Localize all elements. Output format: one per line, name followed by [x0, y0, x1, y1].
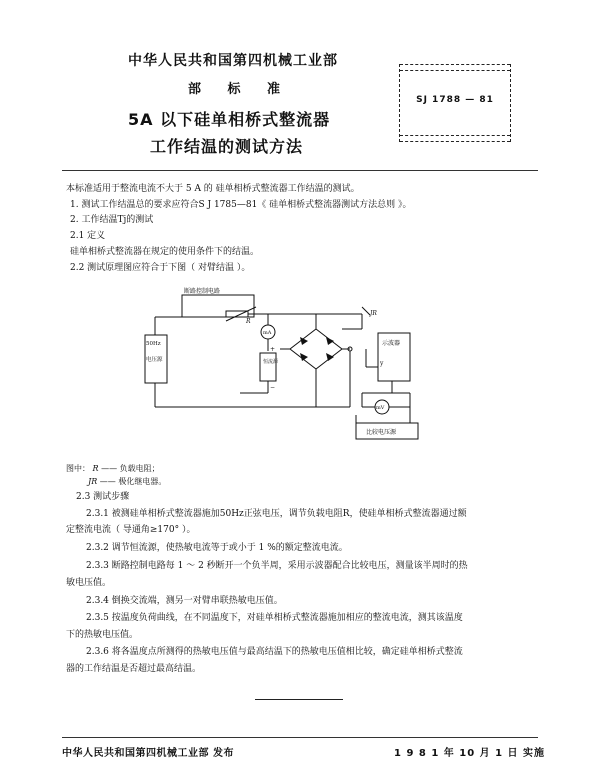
bridge-rectifier [290, 329, 342, 369]
legend-prefix: 图中： [66, 464, 90, 473]
step-2-3-3-b: 敏电压值。 [66, 578, 112, 588]
section-1: 1. 测试工作结温总的要求应符合S J 1785—81《 硅单相桥式整流器测试方法总则 》。 [70, 200, 412, 210]
resistor-label: R [246, 318, 251, 325]
step-2-3-4: 2.3.4 倒换交流端，测另一对臂串联热敏电压值。 [86, 596, 283, 606]
breaker-control-box [182, 295, 254, 317]
footer-divider [62, 737, 538, 738]
standard-type: 部 标 准 [188, 82, 283, 97]
compare-source-label: 比较电压源 [366, 429, 397, 436]
legend-jr-desc: —— 极化继电器。 [99, 477, 167, 486]
end-divider [255, 699, 343, 700]
section-2-1-heading: 2.1 定义 [70, 231, 106, 241]
const-source-label: 恒流源 [263, 359, 279, 365]
ac-source-label-2: 电压源 [146, 357, 163, 363]
publisher: 中华人民共和国第四机械工业部 发布 [62, 748, 234, 759]
legend-r-desc: —— 负载电阻； [101, 464, 160, 473]
step-2-3-6-a: 2.3.6 将各温度点所测得的热敏电压值与最高结温下的热敏电压值相比较，确定硅单相桥式整流 [86, 647, 463, 657]
effective-date: 1 9 8 1 年 10 月 1 日 实施 [394, 748, 546, 759]
standard-code: SJ 1788 — 81 [416, 95, 494, 105]
legend-line-r [66, 463, 160, 474]
section-2-1-text: 硅单相桥式整流器在规定的使用条件下的结温。 [70, 247, 260, 257]
document-title-line1: 5A 以下硅单相桥式整流器 [128, 110, 331, 129]
step-2-3-2: 2.3.2 调节恒流源，使热敏电流等于或小于 1 %的额定整流电流。 [86, 543, 348, 553]
constant-current-source [260, 353, 276, 381]
document-title-line2: 工作结温的测试方法 [150, 137, 304, 156]
minus-label: − [270, 384, 276, 391]
test-circuit-diagram [130, 285, 440, 450]
section-2-3: 2.3 测试步骤 [76, 492, 130, 502]
scope-y-label: y [380, 360, 384, 367]
step-2-3-3-a: 2.3.3 断路控制电路每 1 ～ 2 秒断开一个负半周，采用示波器配合比较电压，测量该半周时的热 [86, 561, 468, 571]
breaker-label: 断路控制电路 [184, 288, 221, 295]
section-2-2: 2.2 测试原理图应符合于下图（ 对臂结温 ）。 [70, 263, 251, 273]
legend-line-jr [88, 476, 166, 487]
ma-label: mA [263, 330, 272, 336]
legend-jr-symbol: JR [88, 477, 98, 486]
header-divider [62, 170, 538, 171]
section-2: 2. 工作结温Tj的测试 [70, 215, 154, 225]
legend-r-symbol: R [92, 464, 99, 473]
step-2-3-1-b: 定整流电流（ 导通角≥170° ）。 [66, 525, 196, 535]
intro-paragraph: 本标准适用于整流电流不大于 5 A 的 硅单相桥式整流器工作结温的测试。 [66, 184, 360, 194]
step-2-3-6-b: 器的工作结温是否超过最高结温。 [66, 664, 202, 674]
ministry-name: 中华人民共和国第四机械工业部 [128, 53, 338, 69]
scope-label: 示波器 [382, 340, 401, 347]
ac-source-label-1: 50Hz [146, 341, 161, 347]
step-2-3-5-a: 2.3.5 按温度负荷曲线，在不同温度下，对硅单相桥式整流器施加相应的整流电流，测其该温度 [86, 613, 463, 623]
plus-label: + [270, 346, 276, 353]
step-2-3-5-b: 下的热敏电压值。 [66, 630, 139, 640]
relay-label: JR [370, 310, 377, 317]
standard-code-box [399, 64, 511, 142]
step-2-3-1-a: 2.3.1 被测硅单相桥式整流器施加50Hz正弦电压，调节负载电阻R，使硅单相桥式整流器通过额 [86, 509, 467, 519]
mv-label: mV [376, 405, 385, 411]
